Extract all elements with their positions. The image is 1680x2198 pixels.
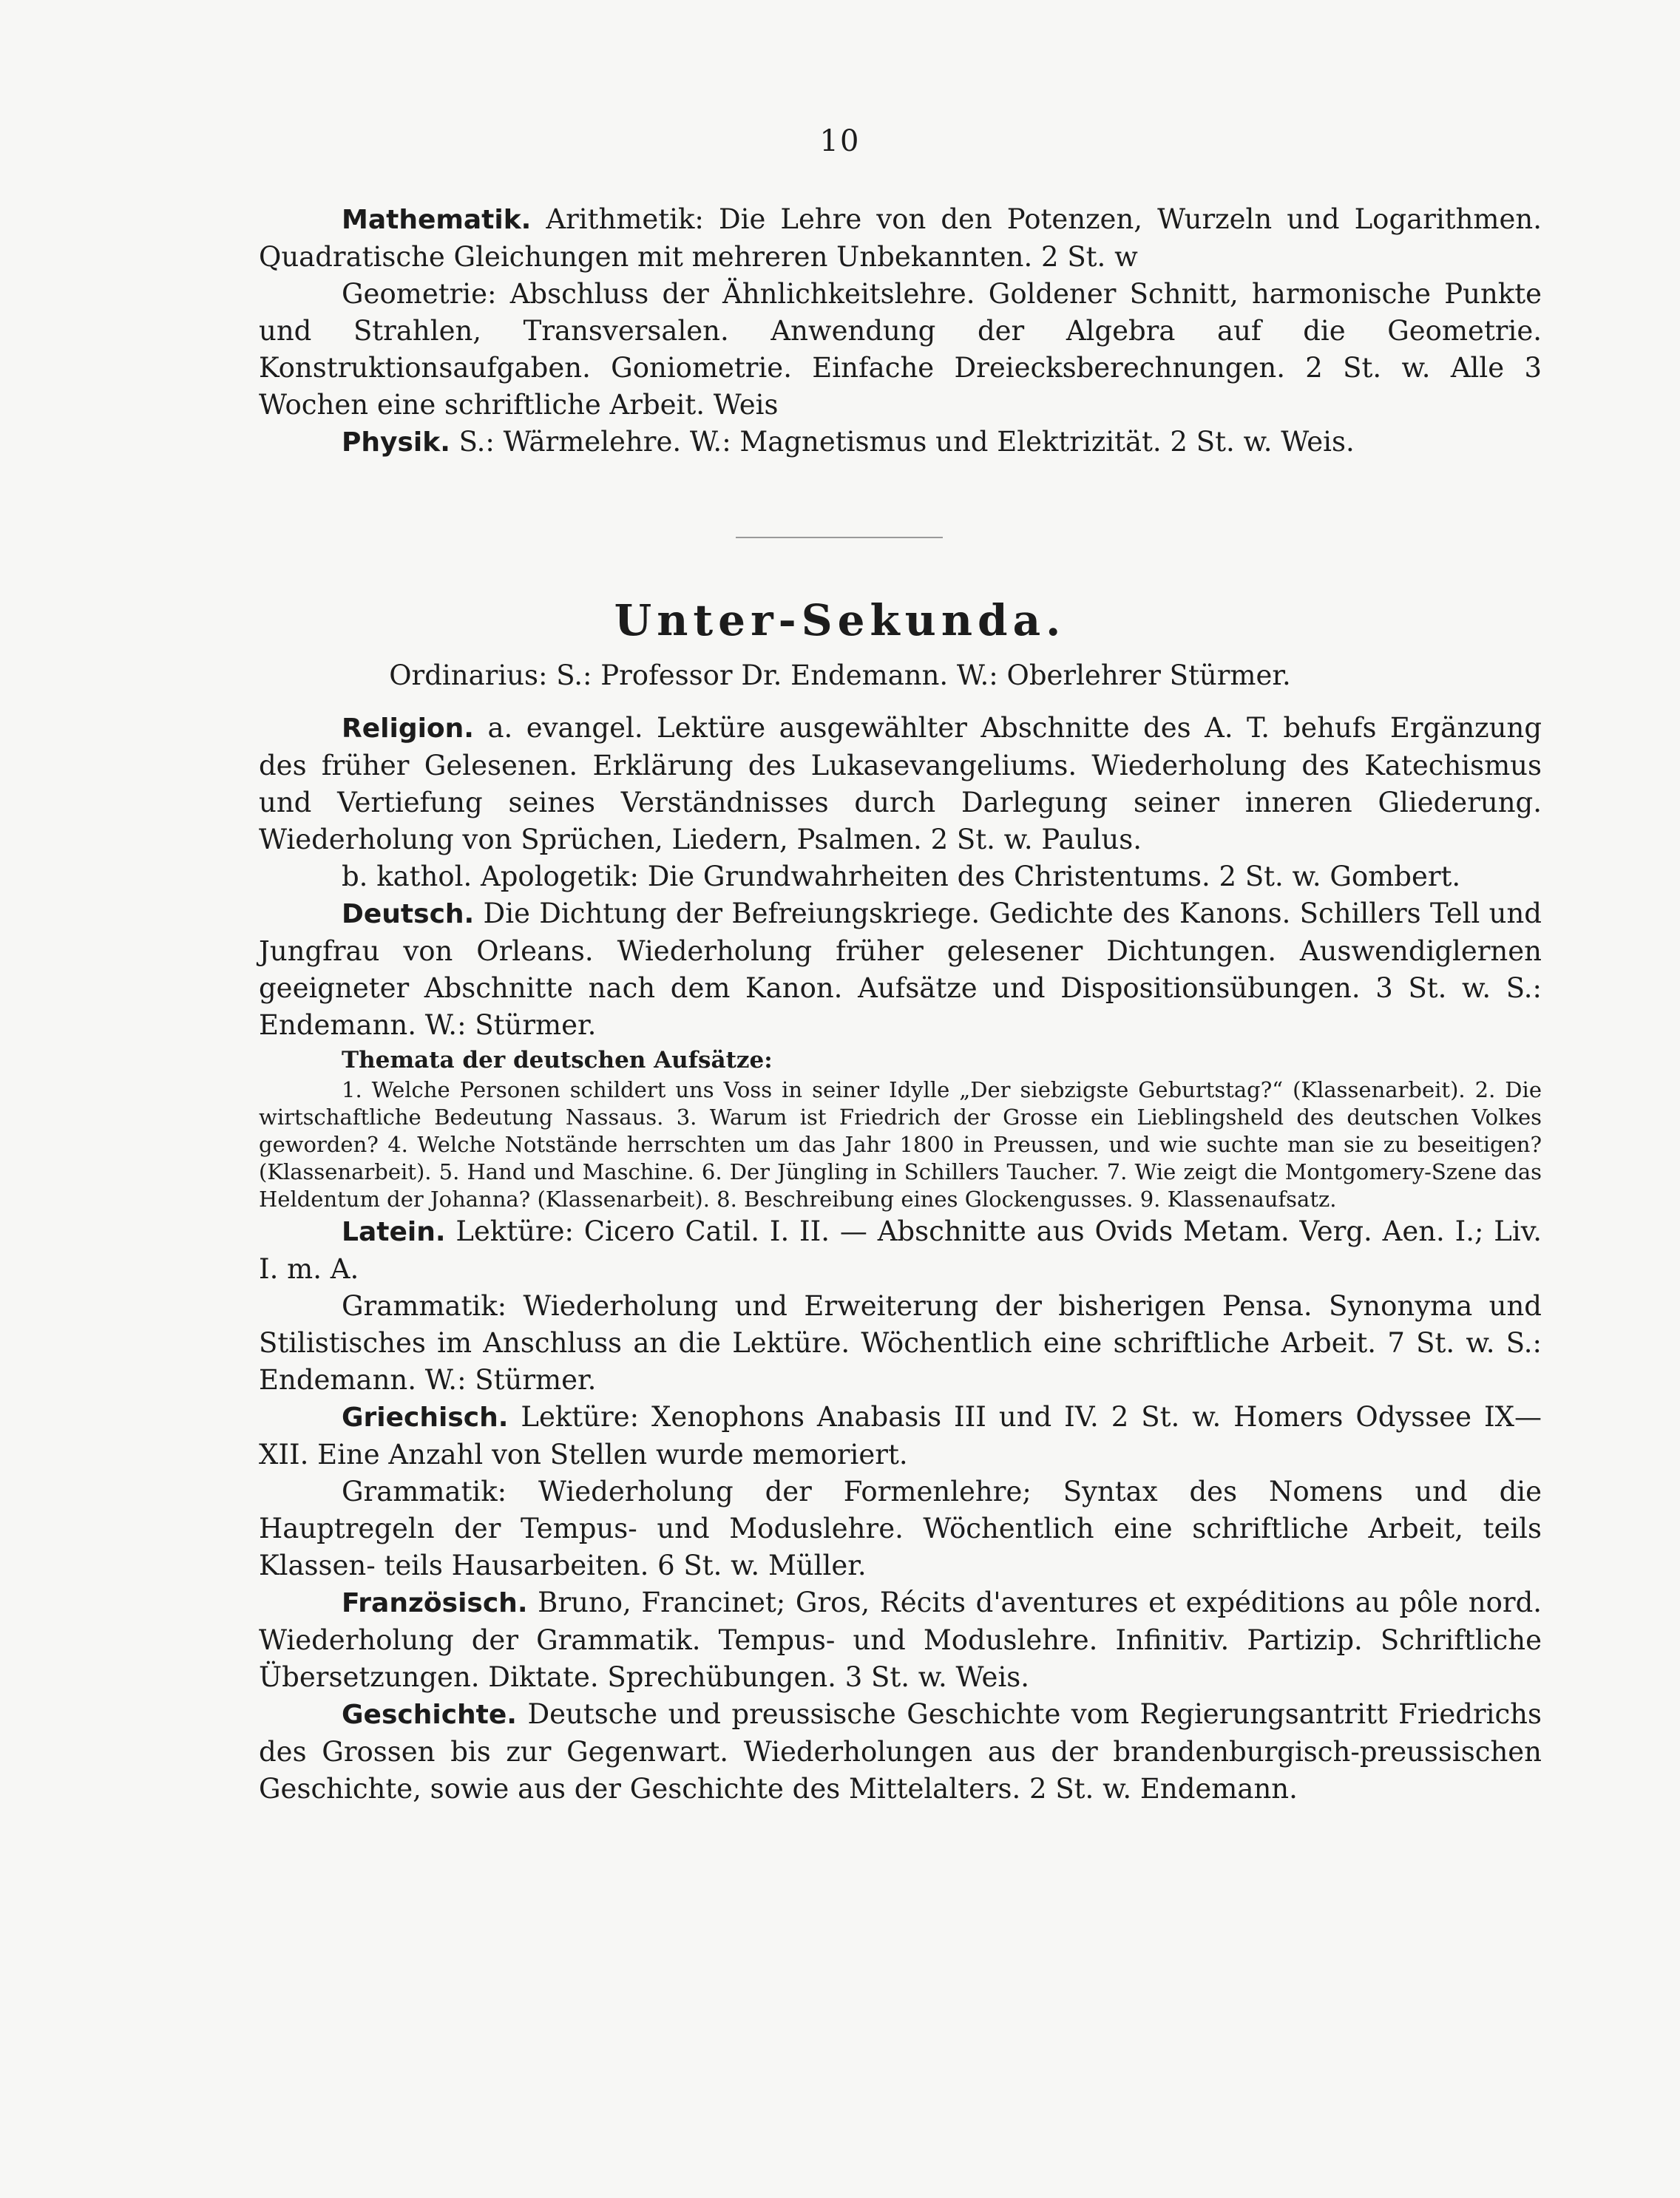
subjects-section xyxy=(259,710,1542,1808)
religion-kathol-paragraph: b. kathol. Apologetik: Die Grundwahrheiten des Christentums. 2 St. w. Gombert. xyxy=(342,861,1461,892)
griechisch-grammatik-paragraph: Grammatik: Wiederholung der Formenlehre; Syntax des Nomens und die Hauptregeln der Tempus- und Moduslehre. Wöchentlich eine schriftliche Arbeit, teils Klassen- teils Hausarbeiten. 6 St. w. Müller. xyxy=(259,1476,1542,1581)
religion-label: Religion. xyxy=(342,713,474,744)
section-heading: Unter-Sekunda. xyxy=(614,595,1066,645)
top-section xyxy=(259,201,1542,461)
latein-lektuere-text: Lektüre: Cicero Catil. I. II. — Abschnitte aus Ovids Metam. Verg. Aen. I.; Liv. I. m. A. xyxy=(259,1215,1542,1285)
franzoesisch-label: Französisch. xyxy=(342,1588,528,1618)
section-divider xyxy=(736,537,943,538)
latein-label: Latein. xyxy=(342,1217,446,1247)
griechisch-paragraph xyxy=(259,1399,1542,1473)
page-number: 10 xyxy=(819,124,861,158)
geschichte-text: Deutsche und preussische Geschichte vom Regierungsantritt Friedrichs des Grossen bis zur Gegenwart. Wiederholungen aus der brandenburgisch-preussischen Geschichte, sowie aus der Geschichte des Mittelalters. 2 St. w. Endemann. xyxy=(259,1698,1542,1805)
math-paragraph xyxy=(259,201,1542,276)
griechisch-lektuere-text: Lektüre: Xenophons Anabasis III und IV. 2 St. w. Homers Odyssee IX—XII. Eine Anzahl von Stellen wurde memoriert. xyxy=(259,1401,1542,1471)
franzoesisch-text: Bruno, Francinet; Gros, Récits d'aventures et expéditions au pôle nord. Wiederholung der Grammatik. Tempus- und Moduslehre. Infinitiv. Partizip. Schriftliche Übersetzungen. Diktate. Sprechübungen. 3 St. w. Weis. xyxy=(259,1587,1542,1693)
deutsch-text: Die Dichtung der Befreiungskriege. Gedichte des Kanons. Schillers Tell und Jungfrau von Orleans. Wiederholung früher gelesener Dichtungen. Auswendiglernen geeigneter Abschnitte nach dem Kanon. Aufsätze und Dispositionsübungen. 3 St. w. S.: Endemann. W.: Stürmer. xyxy=(259,898,1542,1041)
physik-label: Physik. xyxy=(342,427,450,458)
religion-evangel-text: a. evangel. Lektüre ausgewählter Abschnitte des A. T. behufs Ergänzung des früher Gelesenen. Erklärung des Lukasevangeliums. Wiederholung des Katechismus und Vertiefung seines Verständnisses durch Darlegung seiner inneren Gliederung. Wiederholung von Sprüchen, Liedern, Psalmen. 2 St. w. Paulus. xyxy=(259,712,1542,855)
deutsch-label: Deutsch. xyxy=(342,899,475,929)
ordinarius-line: Ordinarius: S.: Professor Dr. Endemann. W.: Oberlehrer Stürmer. xyxy=(389,659,1291,691)
math-geometrie-paragraph: Geometrie: Abschluss der Ähnlichkeitslehre. Goldener Schnitt, harmonische Punkte und Strahlen, Transversalen. Anwendung der Algebra auf die Geometrie. Konstruktionsaufgaben. Goniometrie. Einfache Dreiecksberechnungen. 2 St. w. Alle 3 Wochen eine schriftliche Arbeit. Weis xyxy=(259,278,1542,421)
geschichte-paragraph xyxy=(259,1696,1542,1808)
deutsch-paragraph xyxy=(259,895,1542,1044)
themata-list: 1. Welche Personen schildert uns Voss in seiner Idylle „Der siebzigste Geburtstag?“ (Klassenarbeit). 2. Die wirtschaftliche Bedeutung Nassaus. 3. Warum ist Friedrich der Grosse ein Lieblingsheld des deutschen Volkes geworden? 4. Welche Notstände herrschten um das Jahr 1800 in Preussen, und wie suchte man sie zu beseitigen? (Klassenarbeit). 5. Hand und Maschine. 6. Der Jüngling in Schillers Taucher. 7. Wie zeigt die Montgomery-Szene das Heldentum der Johanna? (Klassenarbeit). 8. Beschreibung eines Glockengusses. 9. Klassenaufsatz. xyxy=(259,1077,1542,1212)
religion-paragraph xyxy=(259,710,1542,858)
physik-text: S.: Wärmelehre. W.: Magnetismus und Elektrizität. 2 St. w. Weis. xyxy=(458,426,1355,458)
themata-heading: Themata der deutschen Aufsätze: xyxy=(342,1047,773,1073)
franzoesisch-paragraph xyxy=(259,1584,1542,1696)
physik-paragraph xyxy=(259,424,1542,461)
latein-paragraph xyxy=(259,1213,1542,1288)
math-label: Mathematik. xyxy=(342,205,532,235)
latein-grammatik-paragraph: Grammatik: Wiederholung und Erweiterung der bisherigen Pensa. Synonyma und Stilistisches im Anschluss an die Lektüre. Wöchentlich eine schriftliche Arbeit. 7 St. w. S.: Endemann. W.: Stürmer. xyxy=(259,1290,1542,1396)
geschichte-label: Geschichte. xyxy=(342,1700,517,1730)
math-text-arithmetik: Arithmetik: Die Lehre von den Potenzen, Wurzeln und Logarithmen. Quadratische Gleichungen mit mehreren Unbekannten. 2 St. w xyxy=(259,203,1542,273)
griechisch-label: Griechisch. xyxy=(342,1402,509,1433)
